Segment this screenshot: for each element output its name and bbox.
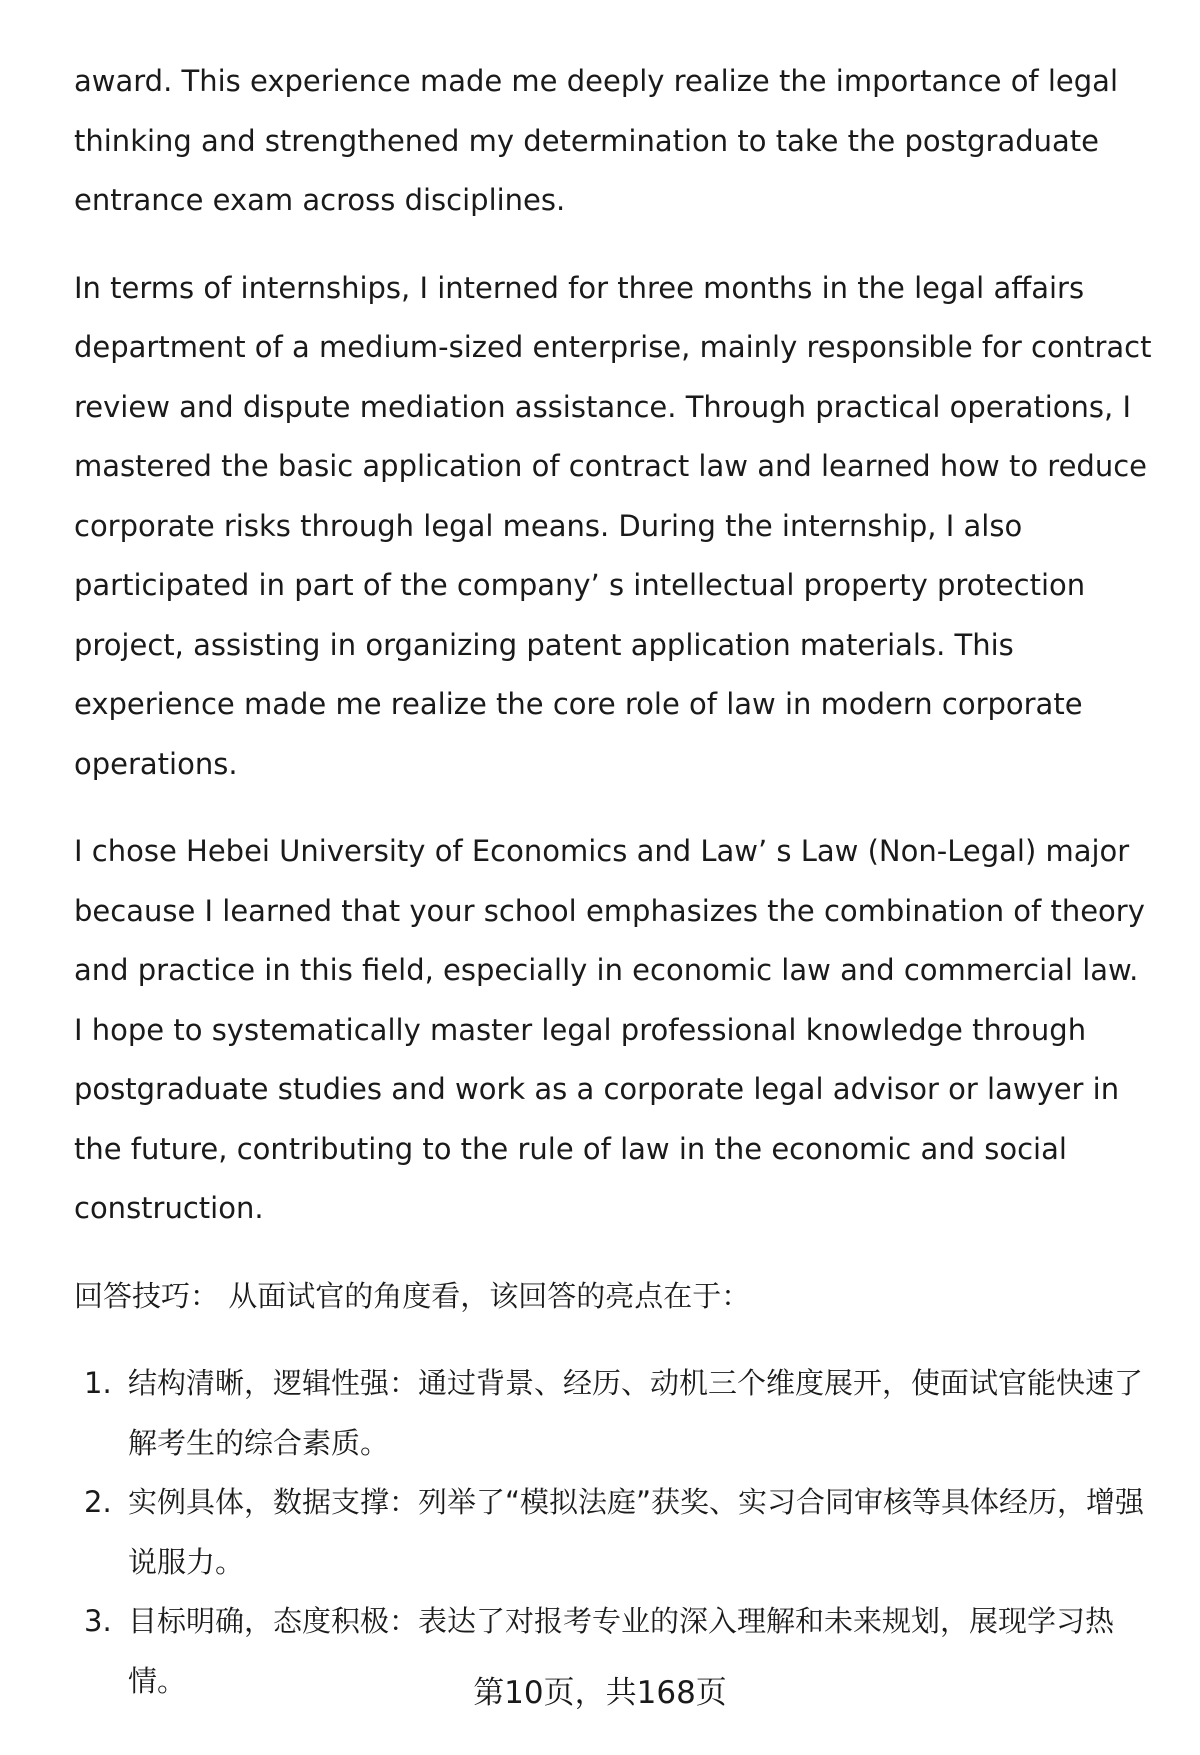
tips-list	[74, 1354, 1154, 1711]
tip-number: 1.	[84, 1366, 112, 1400]
tip-item	[74, 1473, 1154, 1592]
tip-text: 实例具体，数据支撑：列举了“模拟法庭”获奖、实习合同审核等具体经历，增强说服力。	[128, 1485, 1145, 1579]
tip-number: 2.	[84, 1485, 112, 1519]
tips-heading: 回答技巧： 从面试官的角度看，该回答的亮点在于：	[74, 1278, 751, 1313]
tip-number: 3.	[84, 1604, 112, 1638]
page-content	[74, 52, 1154, 1711]
paragraph-motivation: I chose Hebei University of Economics and Law’ s Law (Non-Legal) major because I learned that your school emphasizes the combination of theory and practice in this field, especially in economic law and commercial law. I hope to systematically master legal professional knowledge through postgraduate studies and work as a corporate legal advisor or lawyer in the future, contributing to the rule of law in the economic and social construction.	[74, 834, 1145, 1225]
tip-item	[74, 1354, 1154, 1473]
paragraph-award: award. This experience made me deeply realize the importance of legal thinking and strengthened my determination to take the postgraduate entrance exam across disciplines.	[74, 64, 1118, 217]
tip-text: 结构清晰，逻辑性强：通过背景、经历、动机三个维度展开，使面试官能快速了解考生的综合素质。	[128, 1366, 1144, 1460]
page-number: 第10页，共168页	[473, 1675, 727, 1711]
paragraph-internship: In terms of internships, I interned for three months in the legal affairs department of a medium-sized enterprise, mainly responsible for contract review and dispute mediation assistance. Through practical operations, I mastered the basic application of contract law and learned how to reduce corporate risks through legal means. During the internship, I also participated in part of the company’ s intellectual property protection project, assisting in organizing patent application materials. This experience made me realize the core role of law in modern corporate operations.	[74, 270, 1152, 781]
tip-text: 目标明确，态度积极：表达了对报考专业的深入理解和未来规划，展现学习热情。	[128, 1604, 1115, 1698]
